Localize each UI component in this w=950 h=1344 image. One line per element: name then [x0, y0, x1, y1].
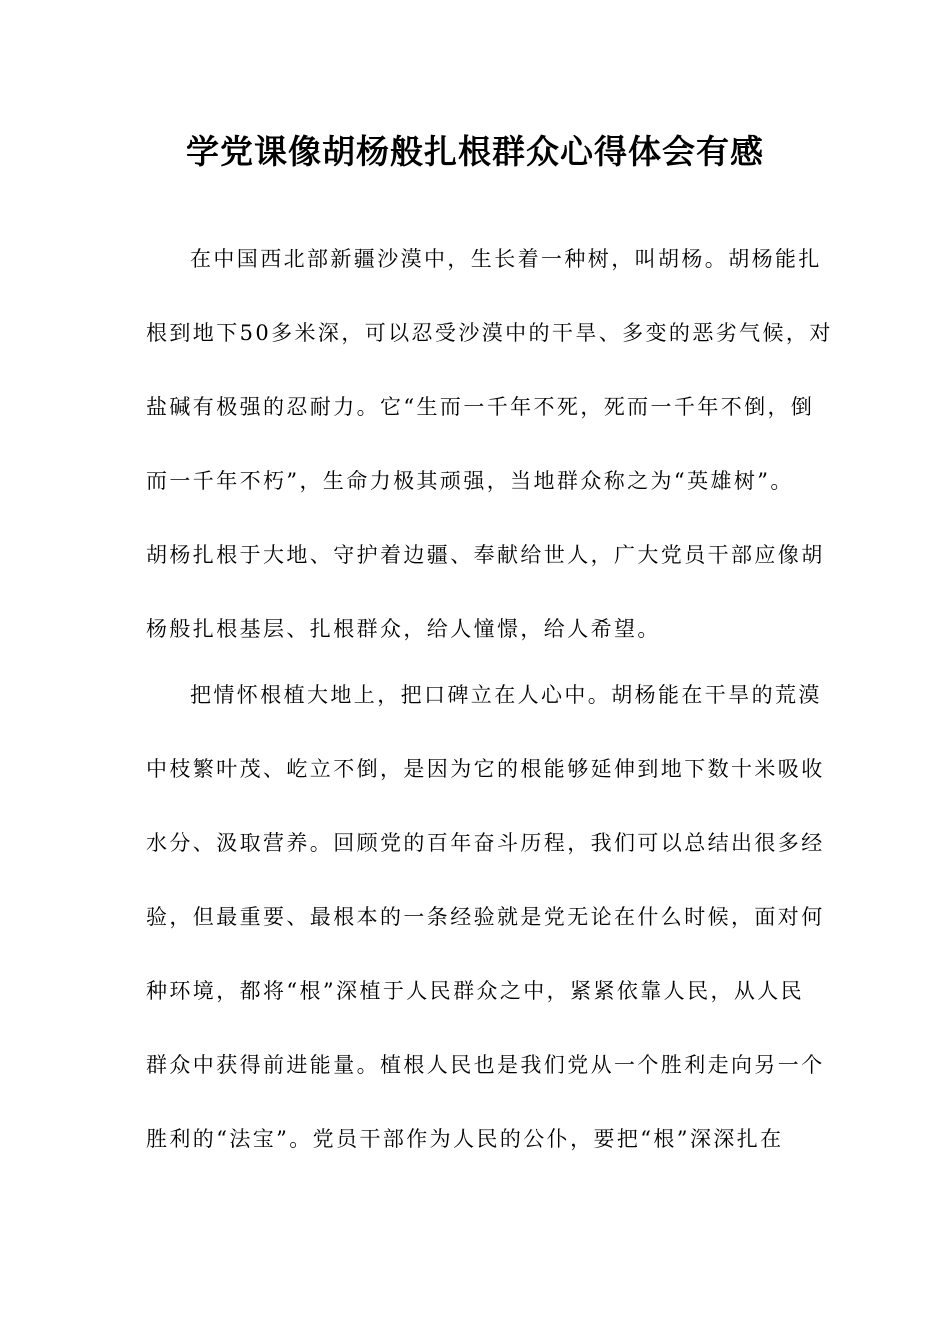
paragraph-1-line-3: 盐碱有极强的忍耐力。它“生而一千年不死，死而一千年不倒，倒: [146, 395, 815, 419]
paragraph-2-line-6: 群众中获得前进能量。植根人民也是我们党从一个胜利走向另一个: [146, 1053, 825, 1077]
paragraph-2-line-1: 把情怀根植大地上，把口碑立在人心中。胡杨能在干旱的荒漠: [190, 683, 822, 707]
paragraph-1-line-2: 根到地下50多米深，可以忍受沙漠中的干旱、多变的恶劣气候，对: [146, 321, 833, 345]
paragraph-1-line-1: 在中国西北部新疆沙漠中，生长着一种树，叫胡杨。胡杨能扎: [190, 247, 822, 271]
paragraph-2-line-7: 胜利的“法宝”。党员干部作为人民的公仆，要把“根”深深扎在: [146, 1127, 784, 1151]
paragraph-1-line-6: 杨般扎根基层、扎根群众，给人憧憬，给人希望。: [146, 617, 661, 641]
paragraph-2-line-4: 验，但最重要、最根本的一条经验就是党无论在什么时候，面对何: [146, 905, 825, 929]
paragraph-2-line-2: 中枝繁叶茂、屹立不倒，是因为它的根能够延伸到地下数十米吸收: [146, 757, 825, 781]
document-title: 学党课像胡杨般扎根群众心得体会有感: [186, 132, 764, 171]
paragraph-2-line-5: 种环境，都将“根”深植于人民群众之中，紧紧依靠人民，从人民: [146, 979, 805, 1003]
paragraph-1-line-4: 而一千年不朽”，生命力极其顽强，当地群众称之为“英雄树”。: [146, 469, 794, 493]
paragraph-2-line-3: 水分、汲取营养。回顾党的百年奋斗历程，我们可以总结出很多经: [146, 831, 825, 855]
paragraph-1-line-5: 胡杨扎根于大地、守护着边疆、奉献给世人，广大党员干部应像胡: [146, 543, 825, 567]
